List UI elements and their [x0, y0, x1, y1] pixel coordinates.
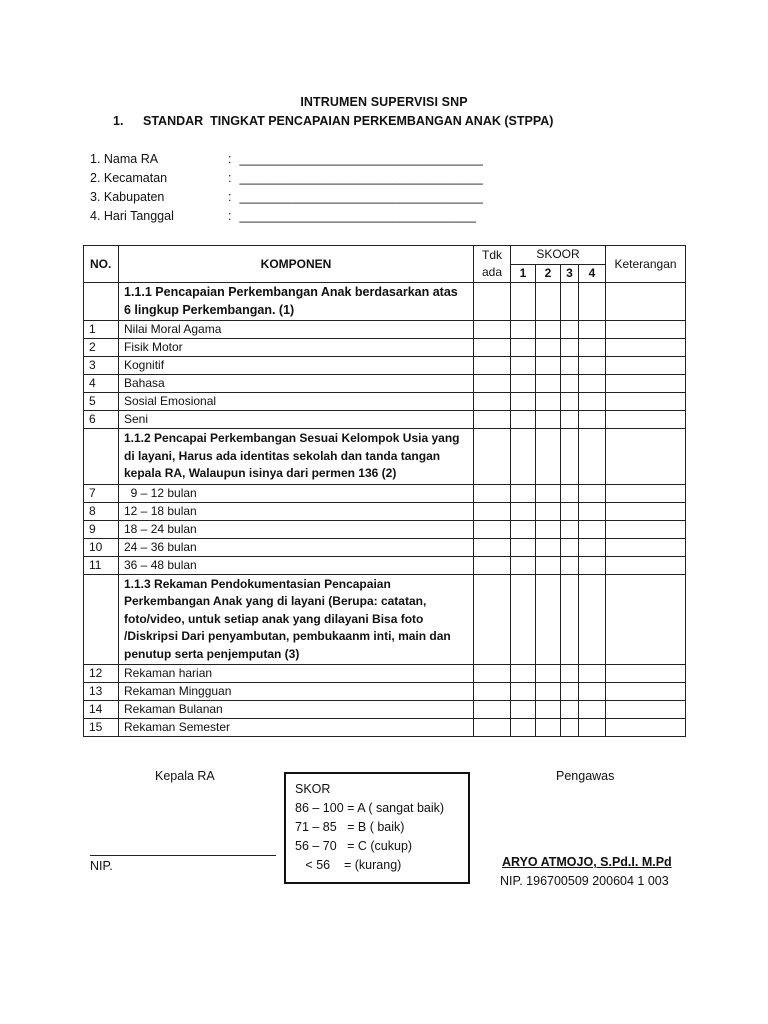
table-row — [84, 321, 686, 339]
row-number: 6 — [84, 411, 119, 429]
field-colon: : — [228, 209, 232, 223]
score-cell[interactable] — [511, 683, 536, 701]
score-cell[interactable] — [579, 393, 606, 411]
score-cell[interactable] — [536, 375, 561, 393]
row-number: 1 — [84, 321, 119, 339]
field-kabupaten — [90, 188, 483, 207]
score-cell[interactable] — [536, 574, 561, 665]
identity-fields — [90, 150, 483, 226]
tdk-ada-cell[interactable] — [474, 339, 511, 357]
field-blank-line[interactable]: __________________________________ — [239, 209, 476, 223]
section-title: 1.1.1 Pencapaian Perkembangan Anak berdasarkan atas 6 lingkup Perkembangan. (1) — [119, 283, 474, 321]
field-colon: : — [228, 152, 232, 166]
keterangan-cell[interactable] — [606, 393, 686, 411]
field-hari-tanggal — [90, 207, 483, 226]
score-cell[interactable] — [561, 411, 579, 429]
score-cell[interactable] — [561, 283, 579, 321]
row-number: 8 — [84, 502, 119, 520]
row-label: Rekaman Bulanan — [119, 701, 474, 719]
score-cell[interactable] — [511, 719, 536, 737]
row-number: 14 — [84, 701, 119, 719]
tdk-ada-cell[interactable] — [474, 357, 511, 375]
section-number: 1. — [113, 114, 124, 128]
section-title: STANDAR TINGKAT PENCAPAIAN PERKEMBANGAN ANAK (STPPA) — [143, 114, 554, 128]
score-cell[interactable] — [511, 520, 536, 538]
keterangan-cell[interactable] — [606, 283, 686, 321]
table-row — [84, 411, 686, 429]
skor-legend-box — [284, 772, 470, 884]
table-row — [84, 538, 686, 556]
keterangan-cell[interactable] — [606, 719, 686, 737]
row-label: 36 – 48 bulan — [119, 556, 474, 574]
score-cell[interactable] — [536, 321, 561, 339]
row-number: 7 — [84, 484, 119, 502]
tdk-ada-cell[interactable] — [474, 484, 511, 502]
score-cell[interactable] — [579, 484, 606, 502]
score-cell[interactable] — [511, 502, 536, 520]
signature-line — [90, 855, 276, 856]
tdk-ada-cell[interactable] — [474, 665, 511, 683]
section-heading — [113, 114, 553, 128]
score-cell[interactable] — [579, 538, 606, 556]
score-cell[interactable] — [511, 574, 536, 665]
score-cell[interactable] — [579, 321, 606, 339]
score-cell[interactable] — [536, 429, 561, 485]
tdk-ada-cell[interactable] — [474, 375, 511, 393]
section-no-cell — [84, 429, 119, 485]
keterangan-cell[interactable] — [606, 429, 686, 485]
table-row — [84, 393, 686, 411]
keterangan-cell[interactable] — [606, 520, 686, 538]
row-number: 9 — [84, 520, 119, 538]
score-cell[interactable] — [536, 538, 561, 556]
score-cell[interactable] — [561, 321, 579, 339]
score-cell[interactable] — [511, 484, 536, 502]
row-label: Rekaman harian — [119, 665, 474, 683]
skor-line: 56 – 70 = C (cukup) — [295, 839, 413, 853]
score-cell[interactable] — [536, 339, 561, 357]
tdk-ada-cell[interactable] — [474, 393, 511, 411]
score-cell[interactable] — [579, 283, 606, 321]
score-cell[interactable] — [536, 283, 561, 321]
score-cell[interactable] — [561, 556, 579, 574]
score-cell[interactable] — [561, 502, 579, 520]
skor-line: 86 – 100 = A ( sangat baik) — [295, 801, 445, 815]
keterangan-cell[interactable] — [606, 683, 686, 701]
pengawas-nip: NIP. 196700509 200604 1 003 — [500, 874, 669, 888]
field-blank-line[interactable]: ___________________________________ — [239, 152, 483, 166]
score-cell[interactable] — [511, 283, 536, 321]
score-cell[interactable] — [511, 429, 536, 485]
score-cell[interactable] — [561, 339, 579, 357]
keterangan-cell[interactable] — [606, 502, 686, 520]
tdk-ada-cell[interactable] — [474, 321, 511, 339]
field-blank-line[interactable]: ___________________________________ — [239, 190, 483, 204]
nip-left-label: NIP. — [90, 859, 113, 873]
tdk-ada-cell[interactable] — [474, 719, 511, 737]
score-cell[interactable] — [536, 556, 561, 574]
field-label: 1. Nama RA — [90, 152, 159, 166]
score-cell[interactable] — [511, 357, 536, 375]
keterangan-cell[interactable] — [606, 411, 686, 429]
document-title: INTRUMEN SUPERVISI SNP — [300, 95, 468, 109]
score-cell[interactable] — [536, 502, 561, 520]
row-label: Sosial Emosional — [119, 393, 474, 411]
score-cell[interactable] — [561, 484, 579, 502]
kepala-ra-label: Kepala RA — [155, 769, 215, 783]
score-cell[interactable] — [579, 520, 606, 538]
row-number: 12 — [84, 665, 119, 683]
score-cell[interactable] — [536, 683, 561, 701]
score-cell[interactable] — [561, 357, 579, 375]
score-cell[interactable] — [511, 321, 536, 339]
field-label: 4. Hari Tanggal — [90, 209, 174, 223]
score-cell[interactable] — [536, 393, 561, 411]
score-cell[interactable] — [536, 357, 561, 375]
tdk-ada-cell[interactable] — [474, 701, 511, 719]
tdk-ada-cell[interactable] — [474, 538, 511, 556]
table-row — [84, 339, 686, 357]
section-no-cell — [84, 574, 119, 665]
score-cell[interactable] — [579, 429, 606, 485]
keterangan-cell[interactable] — [606, 484, 686, 502]
score-cell[interactable] — [579, 339, 606, 357]
row-number: 13 — [84, 683, 119, 701]
field-blank-line[interactable]: ___________________________________ — [239, 171, 483, 185]
table-row — [84, 701, 686, 719]
row-label: Seni — [119, 411, 474, 429]
section-no-cell — [84, 283, 119, 321]
row-label: 9 – 12 bulan — [119, 484, 474, 502]
keterangan-cell[interactable] — [606, 556, 686, 574]
table-row — [84, 357, 686, 375]
score-cell[interactable] — [511, 665, 536, 683]
score-cell[interactable] — [561, 574, 579, 665]
skor-line: < 56 = (kurang) — [295, 858, 402, 872]
row-label: Bahasa — [119, 375, 474, 393]
section-row-1-1-3 — [84, 574, 686, 665]
field-colon: : — [228, 190, 232, 204]
pengawas-label: Pengawas — [556, 769, 615, 783]
supervision-table — [83, 245, 686, 737]
score-cell[interactable] — [561, 429, 579, 485]
score-cell[interactable] — [579, 665, 606, 683]
header-score-2: 2 — [536, 264, 561, 283]
tdk-ada-cell[interactable] — [474, 283, 511, 321]
keterangan-cell[interactable] — [606, 574, 686, 665]
row-label: Fisik Motor — [119, 339, 474, 357]
score-cell[interactable] — [579, 502, 606, 520]
row-label: 12 – 18 bulan — [119, 502, 474, 520]
score-cell[interactable] — [511, 538, 536, 556]
row-label: 24 – 36 bulan — [119, 538, 474, 556]
keterangan-cell[interactable] — [606, 538, 686, 556]
score-cell[interactable] — [511, 393, 536, 411]
score-cell[interactable] — [579, 375, 606, 393]
row-number: 4 — [84, 375, 119, 393]
score-cell[interactable] — [536, 701, 561, 719]
row-number: 5 — [84, 393, 119, 411]
score-cell[interactable] — [561, 665, 579, 683]
score-cell[interactable] — [511, 375, 536, 393]
row-label: Rekaman Semester — [119, 719, 474, 737]
score-cell[interactable] — [561, 375, 579, 393]
table-row — [84, 665, 686, 683]
section-title: 1.1.2 Pencapai Perkembangan Sesuai Kelompok Usia yang di layani, Harus ada identitas sekolah dan tanda tangan kepala RA, Walaupun isinya dari permen 136 (2) — [119, 429, 474, 485]
section-row-1-1-1 — [84, 283, 686, 321]
row-number: 3 — [84, 357, 119, 375]
section-row-1-1-2 — [84, 429, 686, 485]
header-keterangan: Keterangan — [606, 246, 686, 283]
row-number: 10 — [84, 538, 119, 556]
score-cell[interactable] — [561, 701, 579, 719]
tdk-ada-cell[interactable] — [474, 556, 511, 574]
row-label: Kognitif — [119, 357, 474, 375]
tdk-ada-cell[interactable] — [474, 502, 511, 520]
field-label: 2. Kecamatan — [90, 171, 168, 185]
header-score-4: 4 — [579, 264, 606, 283]
score-cell[interactable] — [579, 357, 606, 375]
score-cell[interactable] — [511, 556, 536, 574]
score-cell[interactable] — [536, 411, 561, 429]
score-cell[interactable] — [579, 683, 606, 701]
score-cell[interactable] — [536, 719, 561, 737]
tdk-ada-cell[interactable] — [474, 429, 511, 485]
keterangan-cell[interactable] — [606, 665, 686, 683]
header-komponen: KOMPONEN — [119, 246, 474, 283]
table-row — [84, 719, 686, 737]
row-label: Nilai Moral Agama — [119, 321, 474, 339]
score-cell[interactable] — [579, 574, 606, 665]
score-cell[interactable] — [511, 411, 536, 429]
score-cell[interactable] — [561, 393, 579, 411]
tdk-ada-cell[interactable] — [474, 574, 511, 665]
keterangan-cell[interactable] — [606, 375, 686, 393]
field-nama-ra — [90, 150, 483, 169]
tdk-ada-cell[interactable] — [474, 520, 511, 538]
header-skoor: SKOOR — [511, 246, 606, 265]
table-row — [84, 502, 686, 520]
score-cell[interactable] — [561, 520, 579, 538]
tdk-ada-cell[interactable] — [474, 411, 511, 429]
header-no: NO. — [84, 246, 119, 283]
score-cell[interactable] — [536, 484, 561, 502]
row-number: 11 — [84, 556, 119, 574]
table-row — [84, 556, 686, 574]
score-cell[interactable] — [579, 701, 606, 719]
skor-title: SKOR — [295, 782, 331, 796]
score-cell[interactable] — [561, 538, 579, 556]
score-cell[interactable] — [579, 556, 606, 574]
header-score-3: 3 — [561, 264, 579, 283]
keterangan-cell[interactable] — [606, 701, 686, 719]
field-colon: : — [228, 171, 232, 185]
row-label: Rekaman Mingguan — [119, 683, 474, 701]
header-score-1: 1 — [511, 264, 536, 283]
keterangan-cell[interactable] — [606, 321, 686, 339]
score-cell[interactable] — [579, 719, 606, 737]
header-tdk-ada: Tdk ada — [474, 246, 511, 283]
row-number: 2 — [84, 339, 119, 357]
keterangan-cell[interactable] — [606, 357, 686, 375]
field-kecamatan — [90, 169, 483, 188]
row-number: 15 — [84, 719, 119, 737]
score-cell[interactable] — [511, 701, 536, 719]
pengawas-name: ARYO ATMOJO, S.Pd.I. M.Pd — [502, 855, 672, 869]
table-row — [84, 683, 686, 701]
score-cell[interactable] — [536, 520, 561, 538]
score-cell[interactable] — [511, 339, 536, 357]
tdk-ada-cell[interactable] — [474, 683, 511, 701]
score-cell[interactable] — [536, 665, 561, 683]
score-cell[interactable] — [561, 683, 579, 701]
section-title: 1.1.3 Rekaman Pendokumentasian Pencapaian Perkembangan Anak yang di layani (Berupa: catatan, foto/video, untuk setiap anak yang dilayani Bisa foto /Diskripsi Dari penyambutan, pembukaanm inti, main dan penutup serta penjemputan (3) — [119, 574, 474, 665]
row-label: 18 – 24 bulan — [119, 520, 474, 538]
table-row — [84, 484, 686, 502]
keterangan-cell[interactable] — [606, 339, 686, 357]
skor-line: 71 – 85 = B ( baik) — [295, 820, 405, 834]
score-cell[interactable] — [579, 411, 606, 429]
table-row — [84, 375, 686, 393]
table-row — [84, 520, 686, 538]
field-label: 3. Kabupaten — [90, 190, 165, 204]
score-cell[interactable] — [561, 719, 579, 737]
